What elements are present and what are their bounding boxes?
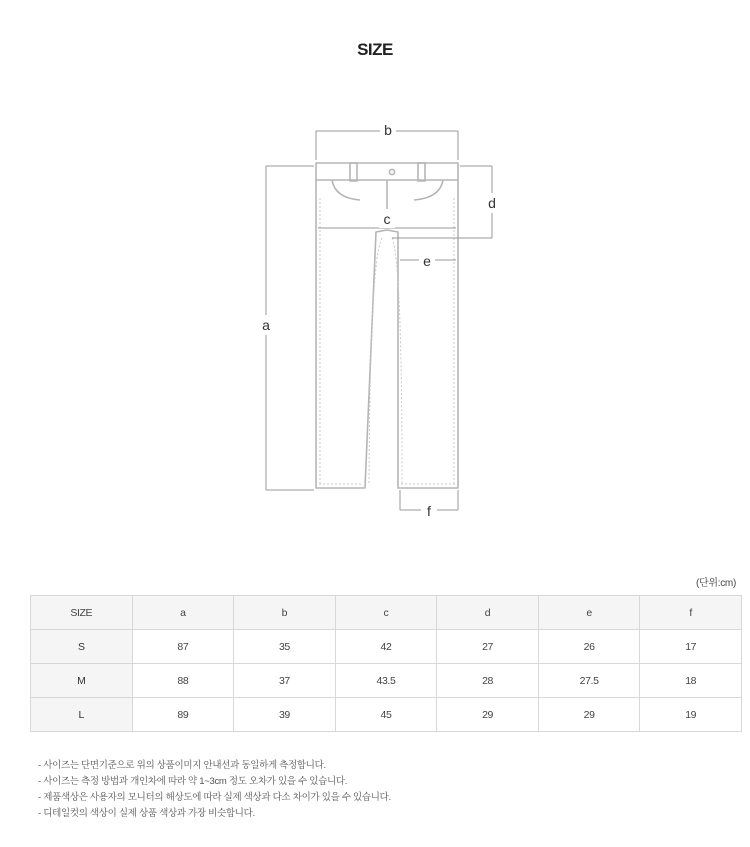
table-header-row: [31, 596, 742, 630]
table-cell: 39: [234, 698, 336, 732]
table-row: [31, 698, 742, 732]
table-cell: 29: [538, 698, 640, 732]
table-cell: 45: [335, 698, 437, 732]
column-header: d: [437, 596, 539, 630]
note-item: - 디테일컷의 색상이 실제 상품 색상과 가장 비슷합니다.: [38, 808, 255, 819]
table-cell: 35: [234, 630, 336, 664]
table-cell: 26: [538, 630, 640, 664]
label-b: b: [384, 122, 392, 138]
table-cell: 27.5: [538, 664, 640, 698]
column-header: e: [538, 596, 640, 630]
row-size-label: S: [31, 630, 133, 664]
belt-loop-left: [350, 163, 357, 181]
label-f: f: [427, 503, 431, 519]
table-cell: 19: [640, 698, 742, 732]
label-a: a: [262, 317, 270, 333]
table-cell: 42: [335, 630, 437, 664]
label-d: d: [488, 195, 496, 211]
row-size-label: L: [31, 698, 133, 732]
table-row: [31, 664, 742, 698]
table-cell: 37: [234, 664, 336, 698]
page-title: SIZE: [357, 40, 393, 59]
table-cell: 89: [132, 698, 234, 732]
column-header: a: [132, 596, 234, 630]
column-header: f: [640, 596, 742, 630]
unit-label: (단위:cm): [696, 578, 736, 589]
table-cell: 88: [132, 664, 234, 698]
column-header: c: [335, 596, 437, 630]
size-table: [30, 595, 742, 732]
note-item: - 제품색상은 사용자의 모니터의 해상도에 따라 실제 색상과 다소 차이가 있을 수 있습니다.: [38, 792, 391, 803]
size-notes: [38, 758, 391, 822]
pocket-left: [332, 180, 360, 200]
label-e: e: [423, 253, 431, 269]
note-item: - 사이즈는 측정 방법과 개인차에 따라 약 1~3cm 정도 오차가 있을 수 있습니다.: [38, 776, 348, 787]
table-row: [31, 630, 742, 664]
table-cell: 29: [437, 698, 539, 732]
column-header: SIZE: [31, 596, 133, 630]
pocket-right: [414, 180, 443, 200]
label-c: c: [383, 211, 391, 227]
row-size-label: M: [31, 664, 133, 698]
note-item: - 사이즈는 단면기준으로 위의 상품이미지 안내선과 동일하게 측정합니다.: [38, 760, 326, 771]
table-cell: 43.5: [335, 664, 437, 698]
table-cell: 87: [132, 630, 234, 664]
table-cell: 27: [437, 630, 539, 664]
table-cell: 28: [437, 664, 539, 698]
table-cell: 18: [640, 664, 742, 698]
column-header: b: [234, 596, 336, 630]
button-icon: [389, 169, 394, 174]
belt-loop-right: [418, 163, 425, 181]
table-cell: 17: [640, 630, 742, 664]
